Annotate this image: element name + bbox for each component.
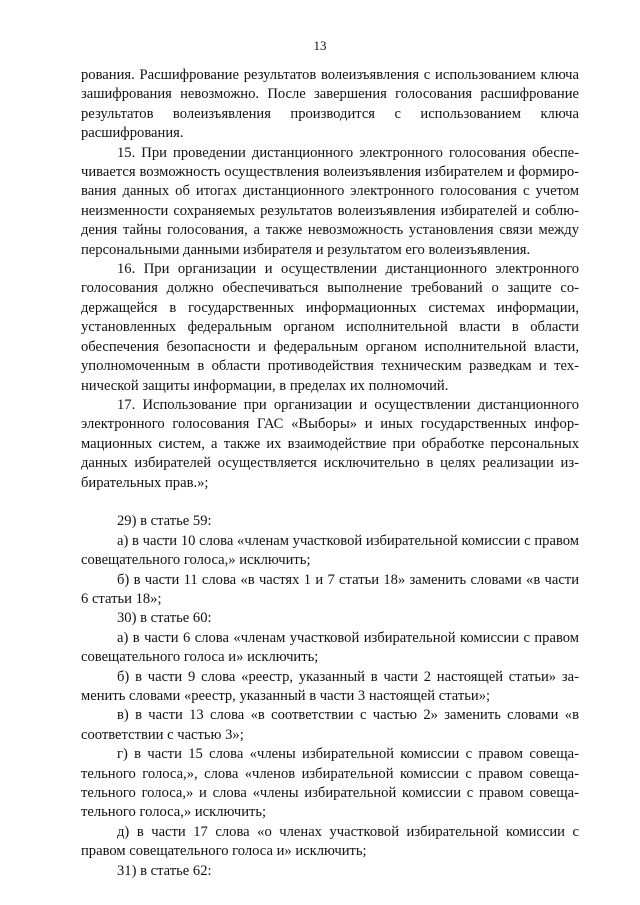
item-30-v: в) в части 13 слова «в соответствии с частью 2» заменить словами «в соответствии с частью 3»; bbox=[81, 707, 579, 743]
item-30-b: б) в части 9 слова «реестр, указанный в части 2 настоящей статьи» заменить словами «реестр, указанный в части 3 настоящей статьи»; bbox=[81, 668, 579, 704]
paragraph-15: 15. При проведении дистанционного электронного голосования обеспечивается возможность осуществления волеизъявления избирателем и формирования данных об итогах дистанционного электронного голосования с учетом неизменности сохраняемых результатов волеизъявления избирателей и соблюдения тайны голосования, а также невозможность установления связи между персональными данными избирателя и результатом его волеизъявления. bbox=[81, 144, 579, 258]
paragraph-decryption-continuation: рования. Расшифрование результатов волеизъявления с использованием ключа зашифрования невозможно. После завершения голосования расшифрование результатов волеизъявления производится с использованием ключа расшифрования. bbox=[81, 67, 579, 142]
item-29-heading: 29) в статье 59: bbox=[117, 513, 212, 530]
item-30-a: а) в части 6 слова «членам участковой избирательной комиссии с правом совещательного голоса и» исключить; bbox=[81, 629, 579, 666]
paragraph-16: 16. При организации и осуществлении дистанционного электронного голосования должно обеспечиваться выполнение требований о защите содержащейся в государственных информационных системах информации, установленных федеральным органом исполнительной власти в области обеспечения безопасности и федеральным органом исполнительной власти, уполномоченным в области противодействия техническим разведкам и технической защиты информации, в пределах их полномочий. bbox=[81, 261, 579, 394]
item-31-heading: 31) в статье 62: bbox=[117, 862, 212, 879]
page-number: 13 bbox=[313, 38, 327, 53]
item-29-a: а) в части 10 слова «членам участковой избирательной комиссии с правом совещательного голоса,» исключить; bbox=[81, 532, 579, 569]
document-body bbox=[81, 66, 579, 881]
item-30-g: г) в части 15 слова «члены избирательной комиссии с правом совещательного голоса,», слова «членов избирательной комиссии с правом совещательного голоса,» и слова «члены избирательной комиссии с правом совещательного голоса,» исключить; bbox=[81, 746, 579, 821]
item-30-d: д) в части 17 слова «о членах участковой избирательной комиссии с правом совещательного голоса и» исключить; bbox=[81, 823, 579, 860]
item-30-heading: 30) в статье 60: bbox=[117, 610, 212, 627]
item-29-b: б) в части 11 слова «в частях 1 и 7 статьи 18» заменить словами «в части 6 статьи 18»; bbox=[81, 571, 579, 607]
paragraph-17: 17. Использование при организации и осуществлении дистанционного электронного голосования ГАС «Выборы» и иных государственных информационных систем, а также их взаимодействие при обработке персональных данных избирателей осуществляется исключительно в целях реализации избирательных прав.»; bbox=[81, 396, 579, 491]
blank-line bbox=[81, 493, 579, 512]
